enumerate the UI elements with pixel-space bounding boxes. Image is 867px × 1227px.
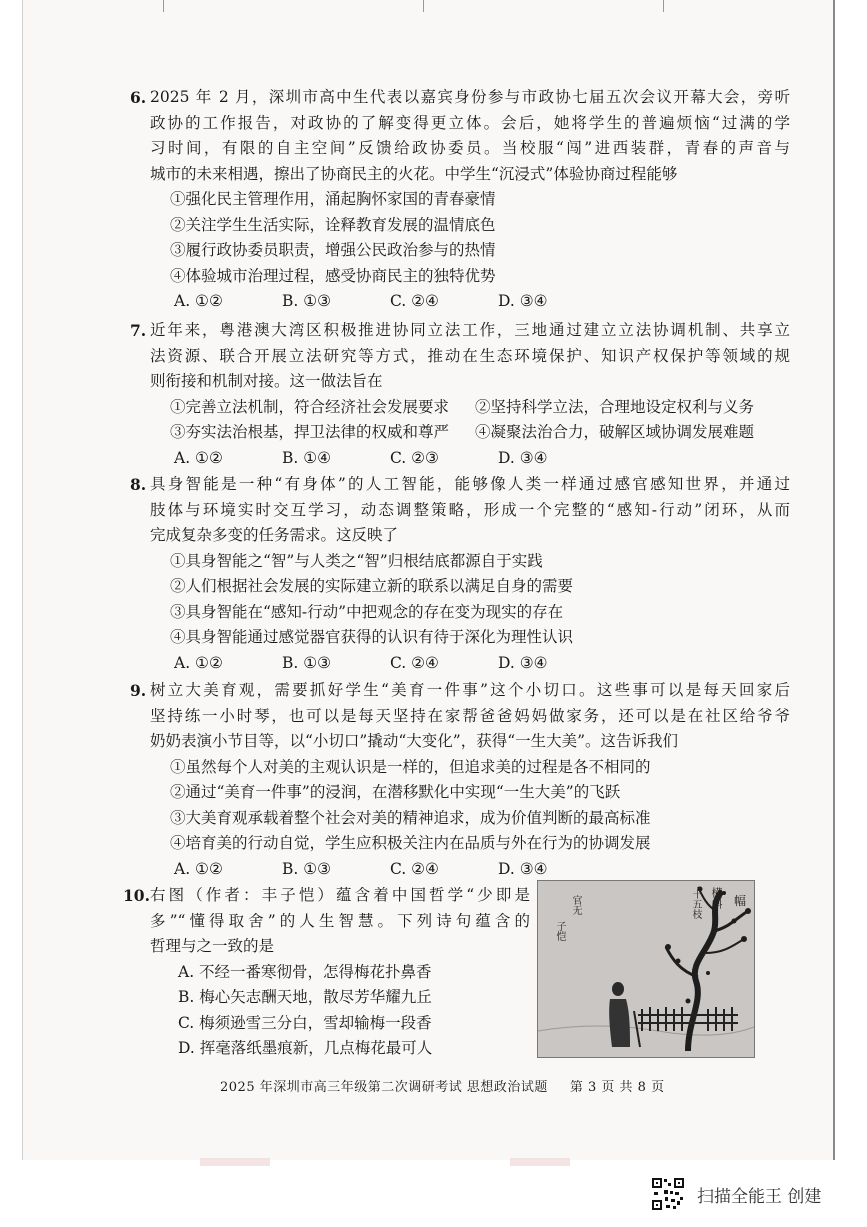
question-text-line: 奶奶表演小节目等，以“小切口”撬动“大变化”，获得“一生大美”。这告诉我们 [150,732,679,750]
choice-d: D. ③④ [498,859,548,878]
feng-zikai-painting [537,880,755,1058]
choice-c: C. ②④ [390,653,439,672]
choice-a: A. ①② [174,653,223,672]
choice-c: C. ②④ [390,292,439,310]
statement-option: ①虽然每个人对美的主观认识是一样的，但追求美的过程是各不相同的 [170,757,651,776]
page-tick [423,0,424,12]
question-6 [130,85,790,315]
answer-choices [150,857,790,883]
question-9 [130,678,790,882]
artist-signature: 子恺 [554,921,565,941]
exam-title: 2025 年深圳市高三年级第二次调研考试 思想政治试题 [220,1080,548,1095]
answer-choices [150,289,790,315]
statement-option: ③大美育观承载着整个社会对美的精神追求，成为价值判断的最高标准 [170,808,651,827]
question-text-line: 多”“懂得取舍”的人生智慧。下列诗句蕴含的 [150,911,530,930]
question-number: 7. [130,321,147,340]
choice-d: D. ③④ [498,653,548,672]
poem-option-c: C. 梅须逊雪三分白，雪却输梅一段香 [178,1013,432,1032]
statement-option: ①完善立法机制，符合经济社会发展要求 [170,397,450,416]
question-number: 6. [130,88,147,107]
question-number: 10. [123,886,150,905]
statement-option: ②人们根据社会发展的实际建立新的联系以满足自身的需要 [170,577,574,595]
answer-choices [150,446,790,472]
poem-option-d: D. 挥毫落纸墨痕新，几点梅花最可人 [178,1039,433,1057]
question-text-line: 右图（作者：丰子恺）蕴含着中国哲学“少即是 [150,886,530,904]
question-text-line: 具身智能是一种“有身体”的人工智能，能够像人类一样通过感官感知世界，并通过 [150,475,790,493]
scanner-watermark [651,1176,821,1212]
choice-c: C. ②④ [390,859,439,878]
choice-b: B. ①④ [282,448,332,467]
question-text-line: 哲理与之一致的是 [150,937,275,955]
choice-b: B. ①③ [282,859,332,878]
choice-b: B. ①③ [282,653,332,672]
statement-option: ③夯实法治根基，捍卫法律的权威和尊严 [170,423,450,441]
statement-option: ①强化民主管理作用，涌起胸怀家国的青春豪情 [170,190,496,208]
qr-code-icon [651,1177,685,1211]
question-text-line: 政协的工作报告，对政协的了解变得更立体。会后，她将学生的普遍烦恼“过满的学 [150,113,790,132]
question-text-line: 法资源、联合开展立法研究等方式，推动在生态环境保护、知识产权保护等领域的规 [150,346,790,365]
question-text-line: 完成复杂多变的任务需求。这反映了 [150,526,399,544]
statement-option: ④具身智能通过感觉器官获得的认识有待于深化为理性认识 [170,628,574,646]
scan-artifact [200,1158,270,1166]
choice-c: C. ②③ [390,448,439,467]
inscription-text: 横斜 [710,887,723,909]
question-text-line: 2025 年 2 月，深圳市高中生代表以嘉宾身份参与市政协七届五次会议开幕大会，旁听 [150,88,790,106]
statement-option: ①具身智能之“智”与人类之“智”归根结底都源自于实践 [170,551,543,570]
question-number: 9. [130,681,147,700]
question-7 [130,318,790,471]
choice-d: D. ③④ [498,448,548,467]
page-tick [163,0,164,12]
choice-b: B. ①③ [282,292,332,310]
choice-a: A. ①② [174,292,223,310]
answer-choices [150,651,790,677]
scan-artifact [510,1158,570,1166]
statement-option: ④培育美的行动自觉，学生应积极关注内在品质与外在行为的协调发展 [170,834,651,852]
statement-option: ④凝聚法治合力，破解区域协调发展难题 [475,423,755,441]
page-footer [220,1076,700,1095]
page-tick [663,0,664,12]
poem-option-b: B. 梅心矢志酬天地，散尽芳华耀九丘 [178,988,432,1006]
question-text-line: 近年来，粤港澳大湾区积极推进协同立法工作，三地通过建立立法协调机制、共享立 [150,321,790,339]
inscription-text: 官无 [570,895,581,915]
statement-option: ④体验城市治理过程，感受协商民主的独特优势 [170,266,496,285]
question-text-line: 城市的未来相遇，擦出了协商民主的火花。中学生“沉浸式”体验协商过程能够 [150,164,678,183]
poem-option-a: A. 不经一番寒彻骨，怎得梅花扑鼻香 [178,962,432,981]
question-text-line: 则衔接和机制对接。这一做法旨在 [150,372,383,390]
choice-a: A. ①② [174,448,223,467]
watermark-text: 扫描全能王 创建 [697,1186,822,1207]
question-text-line: 肢体与环境实时交互学习，动态调整策略，形成一个完整的“感知-行动”闭环，从而 [150,500,790,519]
question-text-line: 坚持练一小时琴，也可以是每天坚持在家帮爸爸妈妈做家务，还可以是在社区给爷爷 [150,706,790,725]
choice-d: D. ③④ [498,292,548,310]
statement-option-row [150,395,790,421]
question-number: 8. [130,475,147,494]
statement-option-row [150,420,790,446]
statement-option: ②坚持科学立法，合理地设定权利与义务 [475,397,755,416]
inscription-text: 十五枝 [690,889,701,919]
inscription-char: 幅 [734,894,747,908]
choice-a: A. ①② [174,859,223,878]
question-text-line: 树立大美育观，需要抓好学生“美育一件事”这个小切口。这些事可以是每天回家后 [150,681,790,699]
question-text-line: 习时间，有限的自主空间”反馈给政协委员。当校服“闯”进西装群，青春的声音与 [150,139,790,157]
statement-option: ②关注学生生活实际，诠释教育发展的温情底色 [170,215,496,234]
statement-option: ③履行政协委员职责，增强公民政治参与的热情 [170,241,496,259]
statement-option: ②通过“美育一件事”的浸润，在潜移默化中实现“一生大美”的飞跃 [170,783,621,801]
statement-option: ③具身智能在“感知-行动”中把观念的存在变为现实的存在 [170,602,564,621]
page-number: 第 3 页 共 8 页 [569,1080,665,1095]
question-8 [130,472,790,676]
